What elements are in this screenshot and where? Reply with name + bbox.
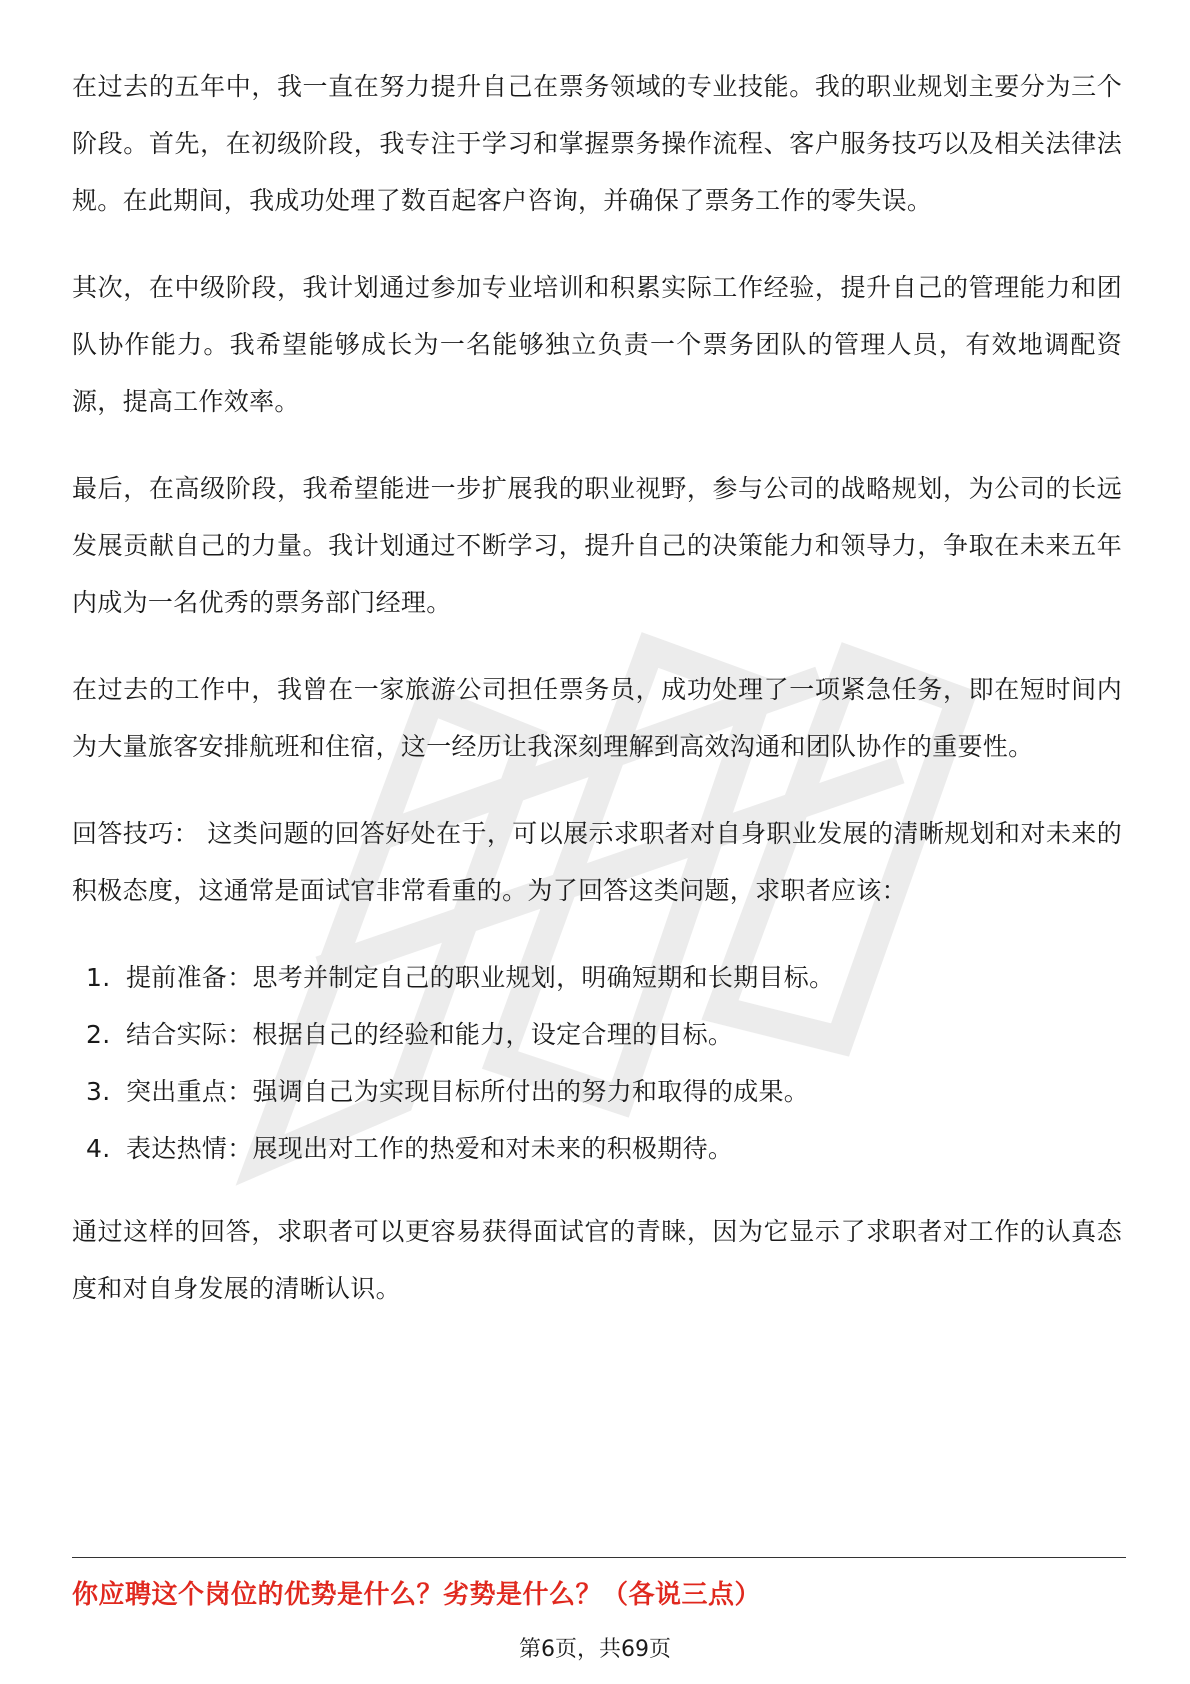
- section-divider: [72, 1557, 1126, 1558]
- list-item: [86, 1006, 1122, 1063]
- paragraph-answer-tips: 回答技巧： 这类问题的回答好处在于，可以展示求职者对自身职业发展的清晰规划和对未来的积极态度，这通常是面试官非常看重的。为了回答这类问题，求职者应该：: [72, 819, 1122, 905]
- list-item-text: 提前准备：思考并制定自己的职业规划，明确短期和长期目标。: [126, 963, 835, 992]
- list-item: [86, 1063, 1122, 1120]
- list-item-text: 结合实际：根据自己的经验和能力，设定合理的目标。: [126, 1020, 734, 1049]
- paragraph-senior-stage: 最后，在高级阶段，我希望能进一步扩展我的职业视野，参与公司的战略规划，为公司的长远发展贡献自己的力量。我计划通过不断学习，提升自己的决策能力和领导力，争取在未来五年内成为一名优秀的票务部门经理。: [72, 474, 1122, 617]
- list-item-number: 4.: [86, 1134, 111, 1163]
- tips-list: [72, 949, 1122, 1177]
- paragraph-five-years: 在过去的五年中，我一直在努力提升自己在票务领域的专业技能。我的职业规划主要分为三个阶段。首先，在初级阶段，我专注于学习和掌握票务操作流程、客户服务技巧以及相关法律法规。在此期间，我成功处理了数百起客户咨询，并确保了票务工作的零失误。: [72, 72, 1122, 215]
- paragraph-conclusion: 通过这样的回答，求职者可以更容易获得面试官的青睐，因为它显示了求职者对工作的认真态度和对自身发展的清晰认识。: [72, 1217, 1122, 1303]
- main-content: [72, 58, 1122, 1347]
- list-item-number: 2.: [86, 1020, 111, 1049]
- list-item: [86, 1120, 1122, 1177]
- paragraph-past-experience: 在过去的工作中，我曾在一家旅游公司担任票务员，成功处理了一项紧急任务，即在短时间内为大量旅客安排航班和住宿，这一经历让我深刻理解到高效沟通和团队协作的重要性。: [72, 675, 1122, 761]
- list-item: [86, 949, 1122, 1006]
- paragraph-mid-stage: 其次，在中级阶段，我计划通过参加专业培训和积累实际工作经验，提升自己的管理能力和团队协作能力。我希望能够成长为一名能够独立负责一个票务团队的管理人员，有效地调配资源，提高工作效率。: [72, 273, 1122, 416]
- list-item-number: 3.: [86, 1077, 111, 1106]
- list-item-text: 表达热情：展现出对工作的热爱和对未来的积极期待。: [126, 1134, 734, 1163]
- list-item-number: 1.: [86, 963, 111, 992]
- list-item-text: 突出重点：强调自己为实现目标所付出的努力和取得的成果。: [126, 1077, 810, 1106]
- next-question-heading: 你应聘这个岗位的优势是什么？劣势是什么？（各说三点）: [72, 1580, 762, 1610]
- page-number: 第6页，共69页: [519, 1637, 671, 1662]
